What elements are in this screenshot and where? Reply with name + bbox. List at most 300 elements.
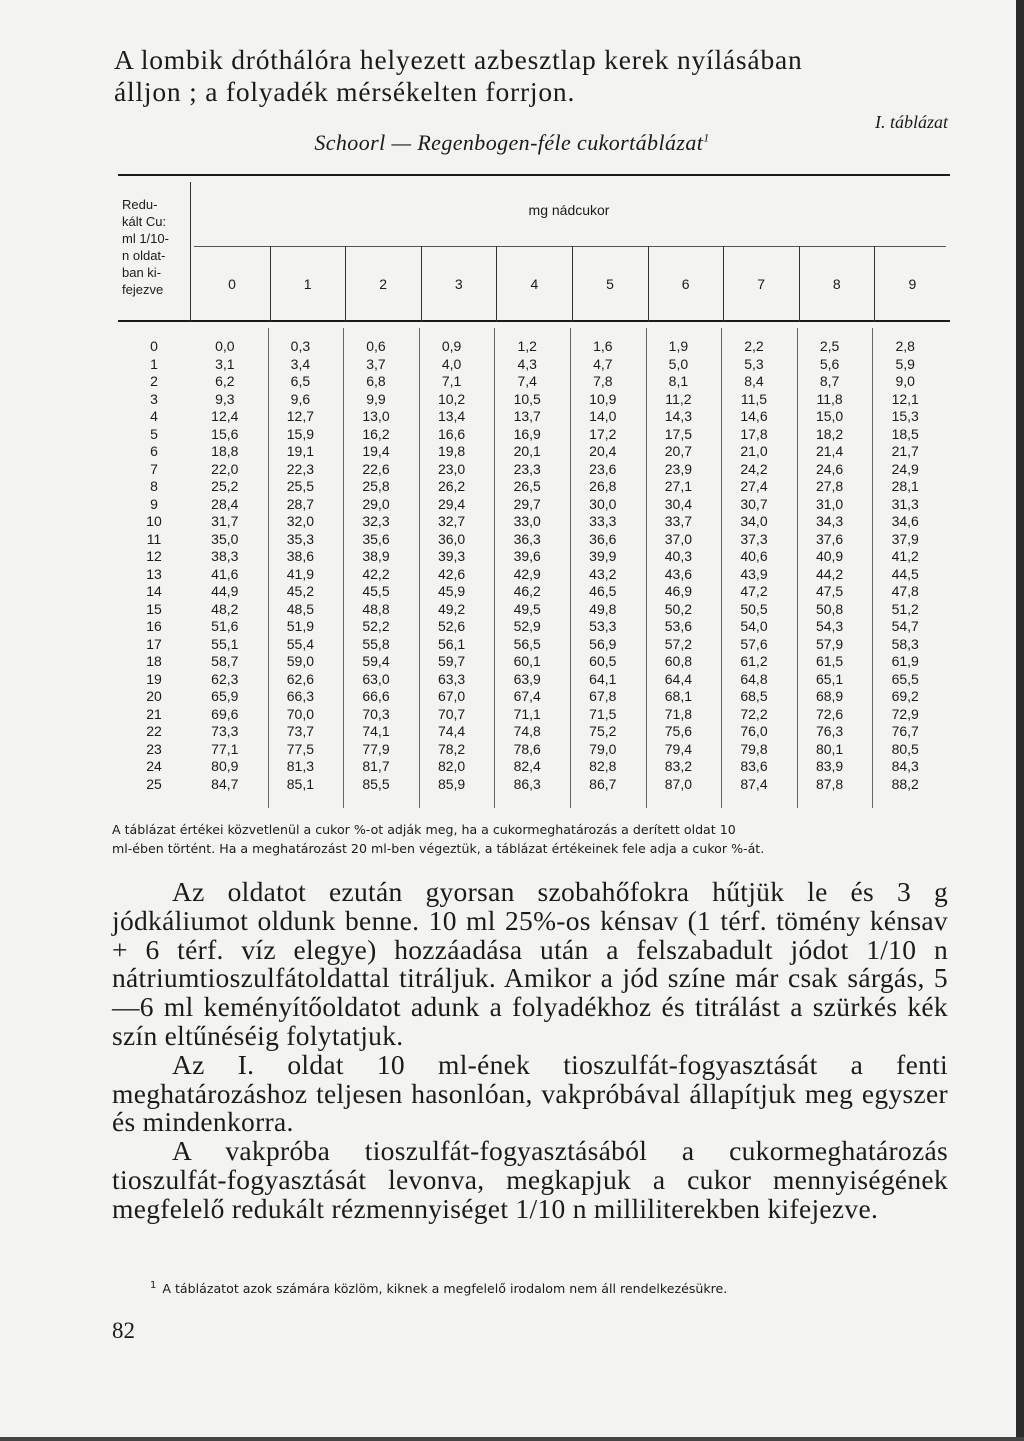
table-cell: 19,8 — [437, 443, 466, 459]
table-cell: 56,1 — [437, 635, 466, 652]
table-cell: 57,2 — [664, 635, 693, 652]
body-paragraph-3: A vakpróba tioszulfát-fogyasztásából a cukormeghatározás tioszulfát-fogyasztását levonva, megkapjuk a cukor mennyiségének megfelelő redukált rézmennyiséget 1/10 n milliliterekben kifejezve. — [112, 1135, 948, 1224]
table-row — [118, 653, 950, 671]
table-cell: 37,3 — [740, 530, 768, 547]
table-cell: 4,7 — [593, 355, 613, 372]
table-title-footnote-mark: 1 — [703, 130, 710, 145]
table-cell: 9,6 — [290, 390, 311, 407]
table-cell: 67,4 — [513, 688, 541, 704]
table-cell: 52,9 — [513, 618, 541, 634]
table-row — [118, 461, 950, 479]
table-cell: 48,8 — [362, 600, 390, 617]
table-cell: 12,4 — [211, 408, 239, 424]
table-cell: 49,5 — [513, 600, 541, 617]
table-cell: 70,0 — [286, 705, 315, 722]
table-cell: 58,3 — [891, 635, 919, 652]
table-cell: 3,4 — [290, 355, 311, 372]
table-cell: 2,5 — [819, 338, 840, 354]
table-cell: 83,6 — [740, 758, 768, 774]
table-cell: 22,0 — [211, 460, 239, 477]
table-cell: 71,1 — [513, 705, 541, 722]
table-cell: 78,6 — [513, 740, 541, 757]
table-cell: 39,3 — [437, 548, 466, 564]
table-cell: 9,0 — [895, 373, 915, 389]
table-cell: 80,1 — [815, 740, 844, 757]
table-cell: 24,2 — [740, 460, 768, 477]
table-cell: 24,9 — [891, 460, 919, 477]
column-divider-line — [496, 246, 497, 322]
table-cell: 72,6 — [815, 705, 844, 722]
table-cell: 50,2 — [664, 600, 693, 617]
table-subheader-rule — [194, 246, 946, 247]
column-divider-line — [872, 328, 873, 808]
column-header-8: 8 — [832, 276, 841, 292]
table-cell: 50,8 — [815, 600, 844, 617]
table-cell: 54,7 — [891, 618, 919, 634]
table-cell: 3,7 — [366, 355, 386, 372]
table-cell: 36,0 — [437, 530, 466, 547]
table-cell: 59,4 — [362, 653, 390, 669]
table-cell: 39,9 — [589, 548, 617, 564]
table-cell: 68,9 — [815, 688, 844, 704]
table-cell: 23,0 — [437, 460, 466, 477]
table-row — [118, 706, 950, 724]
table-cell: 76,3 — [815, 723, 844, 739]
table-cell: 77,9 — [362, 740, 390, 757]
table-cell: 76,7 — [891, 723, 919, 739]
table-row — [118, 513, 950, 531]
table-cell: 73,3 — [211, 723, 239, 739]
table-cell: 47,5 — [815, 583, 844, 599]
table-cell: 26,5 — [513, 478, 541, 494]
table-cell: 59,0 — [286, 653, 315, 669]
table-cell: 67,8 — [589, 688, 617, 704]
table-cell: 5,0 — [668, 355, 689, 372]
table-cell: 49,2 — [437, 600, 466, 617]
table-cell: 63,0 — [362, 670, 390, 687]
table-cell: 22,6 — [362, 460, 390, 477]
column-header-1: 1 — [303, 276, 312, 292]
intro-line-1: A lombik dróthálóra helyezett azbesztlap kerek nyílásában — [114, 44, 803, 75]
first-column-header: Redu- kált Cu: ml 1/10- n oldat- ban ki- fejezve — [122, 197, 169, 297]
row-label: 5 — [150, 425, 158, 442]
table-cell: 42,2 — [362, 565, 390, 582]
table-cell: 34,0 — [740, 513, 768, 529]
table-cell: 29,4 — [437, 495, 466, 512]
table-cell: 19,1 — [286, 443, 315, 459]
table-cell: 61,2 — [740, 653, 768, 669]
table-cell: 84,7 — [211, 775, 239, 792]
table-cell: 18,2 — [815, 425, 844, 442]
table-cell: 4,0 — [441, 355, 462, 372]
table-cell: 60,8 — [664, 653, 693, 669]
table-row — [118, 356, 950, 374]
table-cell: 7,4 — [517, 373, 537, 389]
table-cell: 28,4 — [211, 495, 239, 512]
table-cell: 45,2 — [286, 583, 315, 599]
row-label: 18 — [146, 653, 162, 669]
table-cell: 49,8 — [589, 600, 617, 617]
row-label: 6 — [150, 443, 158, 459]
table-cell: 23,9 — [664, 460, 693, 477]
column-divider-line — [648, 246, 649, 322]
table-cell: 80,9 — [211, 758, 239, 774]
table-cell: 86,3 — [513, 775, 541, 792]
row-label: 12 — [146, 548, 162, 564]
table-cell: 85,5 — [362, 775, 390, 792]
table-cell: 38,3 — [211, 548, 239, 564]
table-row — [118, 723, 950, 741]
table-cell: 87,8 — [815, 775, 844, 792]
intro-line-2: álljon ; a folyadék mérsékelten forrjon. — [114, 76, 576, 107]
table-cell: 37,9 — [891, 530, 919, 547]
table-cell: 33,0 — [513, 513, 541, 529]
table-cell: 35,0 — [211, 530, 239, 547]
table-cell: 87,4 — [740, 775, 768, 792]
table-cell: 56,5 — [513, 635, 541, 652]
row-label: 13 — [146, 565, 162, 582]
footnote — [150, 1280, 950, 1296]
table-cell: 59,7 — [437, 653, 466, 669]
table-row — [118, 408, 950, 426]
table-cell: 64,1 — [589, 670, 617, 687]
table-cell: 41,9 — [286, 565, 315, 582]
table-cell: 52,6 — [437, 618, 466, 634]
table-cell: 85,9 — [437, 775, 466, 792]
table-cell: 6,2 — [215, 373, 235, 389]
row-label: 1 — [150, 355, 158, 372]
column-divider-line — [570, 328, 571, 808]
table-cell: 64,4 — [664, 670, 693, 687]
table-cell: 20,4 — [589, 443, 617, 459]
table-row — [118, 478, 950, 496]
table-cell: 65,1 — [815, 670, 844, 687]
table-row — [118, 758, 950, 776]
table-divider-line — [190, 182, 191, 322]
table-cell: 29,7 — [513, 495, 541, 512]
table-cell: 44,9 — [211, 583, 239, 599]
table-cell: 77,1 — [211, 740, 239, 757]
column-divider-line — [721, 328, 722, 808]
table-cell: 68,1 — [664, 688, 693, 704]
table-cell: 76,0 — [740, 723, 768, 739]
column-divider-line — [345, 246, 346, 322]
table-cell: 74,4 — [437, 723, 466, 739]
table-number: I. táblázat — [874, 112, 948, 132]
table-cell: 11,8 — [816, 390, 843, 407]
table-cell: 30,7 — [740, 495, 768, 512]
table-cell: 60,1 — [513, 653, 541, 669]
column-divider-line — [874, 246, 875, 322]
column-divider-line — [494, 328, 495, 808]
table-cell: 20,7 — [664, 443, 693, 459]
table-cell: 84,3 — [891, 758, 919, 774]
column-divider-line — [268, 328, 269, 808]
table-cell: 81,7 — [362, 758, 390, 774]
table-cell: 31,0 — [815, 495, 844, 512]
table-cell: 43,9 — [740, 565, 768, 582]
table-cell: 3,1 — [215, 355, 235, 372]
table-cell: 22,3 — [286, 460, 315, 477]
table-cell: 81,3 — [286, 758, 315, 774]
table-cell: 6,8 — [366, 373, 386, 389]
table-cell: 56,9 — [589, 635, 617, 652]
table-cell: 34,6 — [891, 513, 919, 529]
table-cell: 61,5 — [815, 653, 844, 669]
table-cell: 11,5 — [740, 390, 768, 407]
column-divider-line — [646, 328, 647, 808]
table-cell: 0,9 — [441, 338, 462, 354]
table-cell: 51,9 — [286, 618, 315, 634]
table-cell: 31,3 — [891, 495, 919, 512]
table-cell: 9,9 — [366, 390, 386, 407]
table-cell: 44,5 — [891, 565, 919, 582]
table-cell: 0,0 — [215, 338, 235, 354]
table-cell: 32,7 — [437, 513, 466, 529]
table-cell: 54,3 — [815, 618, 844, 634]
table-cell: 7,1 — [441, 373, 462, 389]
table-cell: 10,2 — [437, 390, 466, 407]
table-cell: 46,5 — [589, 583, 617, 599]
row-label: 21 — [146, 705, 162, 722]
table-cell: 60,5 — [589, 653, 617, 669]
table-cell: 47,2 — [740, 583, 768, 599]
table-row — [118, 391, 950, 409]
table-cell: 29,0 — [362, 495, 390, 512]
row-label: 23 — [146, 740, 162, 757]
table-cell: 17,2 — [589, 425, 617, 442]
column-divider-line — [723, 246, 724, 322]
table-cell: 67,0 — [437, 688, 466, 704]
column-header-3: 3 — [454, 276, 463, 292]
scan-edge-right — [1016, 0, 1024, 1441]
column-divider-line — [419, 328, 420, 808]
table-cell: 86,7 — [589, 775, 617, 792]
row-label: 4 — [150, 408, 158, 424]
table-cell: 65,9 — [211, 688, 239, 704]
table-cell: 52,2 — [362, 618, 390, 634]
table-cell: 5,9 — [895, 355, 915, 372]
table-title — [0, 130, 1024, 156]
table-cell: 40,6 — [740, 548, 768, 564]
table-cell: 12,7 — [286, 408, 315, 424]
table-cell: 75,6 — [664, 723, 693, 739]
table-cell: 10,5 — [513, 390, 541, 407]
table-cell: 36,3 — [513, 530, 541, 547]
table-row — [118, 531, 950, 549]
table-cell: 75,2 — [589, 723, 617, 739]
table-cell: 69,6 — [211, 705, 239, 722]
table-cell: 18,5 — [891, 425, 919, 442]
table-cell: 28,7 — [286, 495, 315, 512]
table-cell: 79,0 — [589, 740, 617, 757]
table-row — [118, 566, 950, 584]
row-label: 8 — [150, 478, 158, 494]
table-cell: 5,3 — [744, 355, 764, 372]
table-cell: 23,6 — [589, 460, 617, 477]
table-cell: 79,4 — [664, 740, 693, 757]
row-label: 11 — [146, 530, 162, 547]
table-cell: 5,6 — [819, 355, 840, 372]
column-divider-line — [799, 246, 800, 322]
column-header-6: 6 — [681, 276, 690, 292]
table-note-line-1: A táblázat értékei közvetlenül a cukor %-ot adják meg, ha a cukormeghatározás a derített oldat 10 — [112, 822, 736, 837]
table-cell: 15,0 — [815, 408, 844, 424]
table-cell: 83,2 — [664, 758, 693, 774]
table-cell: 43,2 — [589, 565, 617, 582]
column-header-4: 4 — [530, 276, 539, 292]
table-cell: 14,3 — [664, 408, 693, 424]
table-cell: 8,1 — [668, 373, 689, 389]
body-paragraph-1: Az oldatot ezután gyorsan szobahőfokra hűtjük le és 3 g jódkáliumot oldunk benne. 10 ml 25%-os kénsav (1 térf. tömény kénsav + 6 térf. víz elegye) hozzáadása után a felszabadult jódot 1/10 n nátriumtioszulfátoldattal titráljuk. Amikor a jód színe már csak sárgás, 5—6 ml keményítőoldatot adunk a folyadékhoz és titrálást a szürkés kék szín eltűnéséig folytatjuk. — [112, 876, 948, 1051]
table-row — [118, 373, 950, 391]
table-cell: 30,0 — [589, 495, 617, 512]
body-text — [112, 878, 948, 1224]
group-header: mg nádcukor — [528, 202, 610, 218]
table-cell: 66,6 — [362, 688, 390, 704]
table-cell: 1,9 — [668, 338, 689, 354]
column-divider-line — [421, 246, 422, 322]
table-row — [118, 338, 950, 356]
table-cell: 46,2 — [513, 583, 541, 599]
table-cell: 57,9 — [815, 635, 844, 652]
table-cell: 25,5 — [286, 478, 315, 494]
table-cell: 77,5 — [286, 740, 315, 757]
row-label: 7 — [150, 460, 158, 477]
table-cell: 14,6 — [740, 408, 768, 424]
table-cell: 63,9 — [513, 670, 541, 687]
table-cell: 33,7 — [664, 513, 693, 529]
table-cell: 0,6 — [366, 338, 386, 354]
table-row — [118, 426, 950, 444]
table-cell: 2,2 — [744, 338, 764, 354]
table-cell: 2,8 — [895, 338, 915, 354]
table-cell: 55,8 — [362, 635, 390, 652]
table-cell: 15,9 — [286, 425, 315, 442]
table-cell: 53,3 — [589, 618, 617, 634]
column-divider-line — [797, 328, 798, 808]
row-label: 3 — [150, 390, 158, 407]
table-row — [118, 636, 950, 654]
table-cell: 83,9 — [815, 758, 844, 774]
table-cell: 23,3 — [513, 460, 541, 477]
table-cell: 33,3 — [589, 513, 617, 529]
column-header-5: 5 — [606, 276, 614, 292]
table-cell: 50,5 — [740, 600, 768, 617]
table-cell: 15,6 — [211, 425, 239, 442]
table-cell: 38,6 — [286, 548, 315, 564]
body-paragraph-2: Az I. oldat 10 ml-ének tioszulfát-fogyasztását a fenti meghatározáshoz teljesen hasonlóan, vakpróbával állapítjuk meg egyszer és mindenkorra. — [112, 1048, 948, 1138]
table-cell: 21,4 — [815, 443, 844, 459]
table-cell: 40,9 — [815, 548, 844, 564]
table-cell: 87,0 — [664, 775, 693, 792]
table-cell: 1,2 — [517, 338, 537, 354]
table-cell: 34,3 — [815, 513, 844, 529]
table-row — [118, 548, 950, 566]
table-cell: 16,6 — [437, 425, 466, 442]
table-header-rule — [118, 320, 950, 322]
row-label: 10 — [146, 513, 162, 529]
table-cell: 66,3 — [286, 688, 315, 704]
table-title-text: Schoorl — Regenbogen-féle cukortáblázat — [314, 130, 704, 155]
table-cell: 26,8 — [589, 478, 617, 494]
table-row — [118, 688, 950, 706]
table-cell: 16,9 — [513, 425, 541, 442]
row-label: 0 — [150, 338, 158, 354]
table-cell: 11,2 — [665, 390, 692, 407]
table-cell: 57,6 — [740, 635, 768, 652]
table-cell: 71,8 — [664, 705, 693, 722]
table-cell: 21,7 — [891, 443, 919, 459]
table-cell: 24,6 — [815, 460, 844, 477]
table-row — [118, 583, 950, 601]
table-cell: 39,6 — [513, 548, 541, 564]
table-cell: 65,5 — [891, 670, 919, 687]
table-cell: 26,2 — [437, 478, 466, 494]
table-cell: 74,1 — [362, 723, 390, 739]
table-cell: 15,3 — [891, 408, 919, 424]
column-divider-line — [343, 328, 344, 808]
table-cell: 14,0 — [589, 408, 617, 424]
footnote-text: A táblázatot azok számára közlöm, kiknek a megfelelő irodalom nem áll rendelkezésükre. — [162, 1281, 728, 1297]
row-label: 17 — [146, 635, 162, 652]
sugar-table — [118, 174, 950, 814]
table-cell: 38,9 — [362, 548, 390, 564]
table-cell: 13,0 — [362, 408, 390, 424]
table-cell: 45,9 — [437, 583, 466, 599]
footnote-mark: 1 — [150, 1280, 157, 1291]
table-cell: 1,6 — [593, 338, 613, 354]
table-cell: 27,4 — [740, 478, 768, 494]
table-cell: 62,6 — [286, 670, 315, 687]
table-cell: 25,2 — [211, 478, 239, 494]
table-row — [118, 443, 950, 461]
table-cell: 16,2 — [362, 425, 390, 442]
table-cell: 4,3 — [517, 355, 537, 372]
table-cell: 19,4 — [362, 443, 390, 459]
table-cell: 17,5 — [664, 425, 693, 442]
table-cell: 41,2 — [891, 548, 919, 564]
table-cell: 46,9 — [664, 583, 693, 599]
table-cell: 28,1 — [891, 478, 919, 494]
table-cell: 41,6 — [211, 565, 239, 582]
table-cell: 20,1 — [513, 443, 541, 459]
table-cell: 37,6 — [815, 530, 844, 547]
table-cell: 73,7 — [286, 723, 315, 739]
table-cell: 10,9 — [589, 390, 617, 407]
table-cell: 61,9 — [891, 653, 919, 669]
table-cell: 82,4 — [513, 758, 541, 774]
table-row — [118, 496, 950, 514]
intro-text — [114, 44, 954, 108]
table-cell: 21,0 — [740, 443, 768, 459]
table-cell: 40,3 — [664, 548, 693, 564]
table-cell: 53,6 — [664, 618, 693, 634]
table-cell: 72,2 — [740, 705, 768, 722]
row-label: 2 — [150, 373, 158, 389]
scan-edge-bottom — [0, 1437, 1024, 1441]
table-cell: 82,8 — [589, 758, 617, 774]
table-cell: 88,2 — [891, 775, 919, 792]
table-cell: 8,7 — [819, 373, 840, 389]
column-header-9: 9 — [908, 276, 917, 292]
column-header-7: 7 — [757, 276, 766, 292]
column-divider-line — [572, 246, 573, 322]
row-label: 24 — [146, 758, 162, 774]
table-cell: 31,7 — [211, 513, 239, 529]
row-label: 15 — [146, 600, 162, 617]
table-cell: 48,5 — [286, 600, 315, 617]
